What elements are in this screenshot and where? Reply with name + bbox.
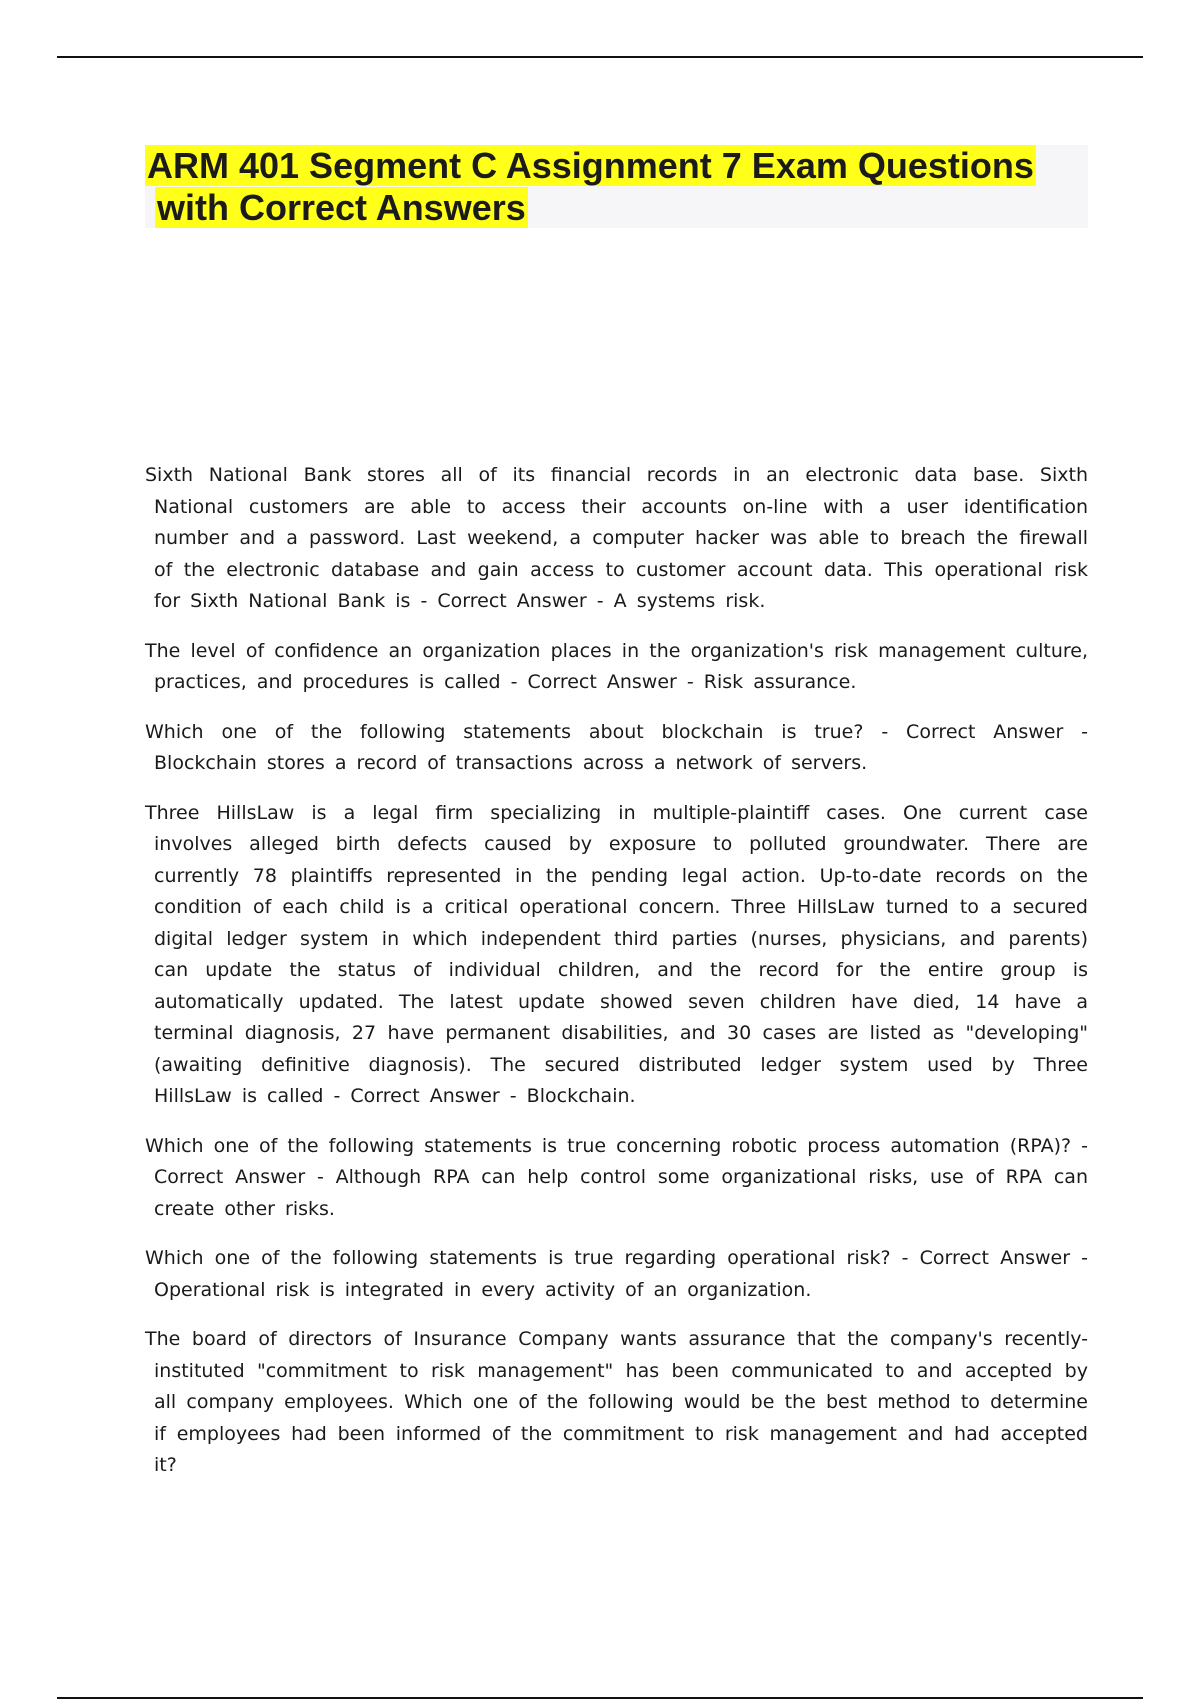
title-line-1: ARM 401 Segment C Assignment 7 Exam Questions — [147, 145, 1034, 186]
qa-item: The level of confidence an organization places in the organization's risk management culture, practices, and procedures is called - Correct Answer - Risk assurance. — [145, 639, 1088, 693]
top-rule — [57, 56, 1143, 58]
bottom-rule — [57, 1697, 1143, 1699]
qa-item: Sixth National Bank stores all of its financial records in an electronic data base. Sixth National customers are able to access their accounts on-line with a user identification number and a password. Last weekend, a computer hacker was able to breach the firewall of the electronic database and gain access to customer account data. This operational risk for Sixth National Bank is - Correct Answer - A systems risk. — [145, 464, 1088, 612]
document-title — [145, 145, 1088, 229]
qa-list — [145, 460, 1088, 1500]
qa-item: Which one of the following statements is true concerning robotic process automation (RPA)? - Correct Answer - Although RPA can help control some organizational risks, use of RPA can create other risks. — [145, 1134, 1088, 1220]
qa-item: Three HillsLaw is a legal firm specializing in multiple-plaintiff cases. One current case involves alleged birth defects caused by exposure to polluted groundwater. There are currently 78 plaintiffs represented in the pending legal action. Up-to-date records on the condition of each child is a critical operational concern. Three HillsLaw turned to a secured digital ledger system in which independent third parties (nurses, physicians, and parents) can update the status of individual children, and the record for the entire group is automatically updated. The latest update showed seven children have died, 14 have a terminal diagnosis, 27 have permanent disabilities, and 30 cases are listed as "developing" (awaiting definitive diagnosis). The secured distributed ledger system used by Three HillsLaw is called - Correct Answer - Blockchain. — [145, 801, 1088, 1107]
title-block — [145, 145, 1088, 228]
qa-item: Which one of the following statements is true regarding operational risk? - Correct Answer - Operational risk is integrated in every activity of an organization. — [145, 1247, 1088, 1301]
qa-item: Which one of the following statements about blockchain is true? - Correct Answer - Blockchain stores a record of transactions across a network of servers. — [145, 720, 1088, 774]
qa-item: The board of directors of Insurance Company wants assurance that the company's recently-instituted "commitment to risk management" has been communicated to and accepted by all company employees. Which one of the following would be the best method to determine if employees had been informed of the commitment to risk management and had accepted it? — [145, 1328, 1088, 1476]
title-line-2: with Correct Answers — [157, 187, 526, 228]
